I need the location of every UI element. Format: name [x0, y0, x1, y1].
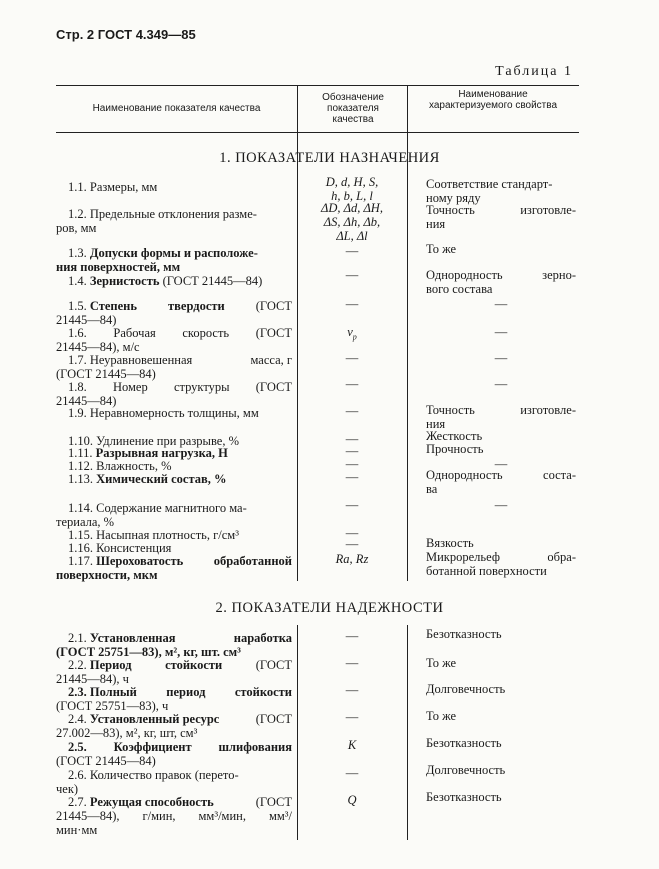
list-item: 1.4. Зернистость (ГОСТ 21445—84): [68, 274, 263, 288]
symbol-cell: Ra, Rz: [335, 552, 369, 566]
symbol-cell: —: [345, 432, 359, 446]
property-cell: Безотказность: [426, 627, 502, 641]
symbol-cell: —: [345, 683, 359, 697]
symbol-cell: —: [345, 268, 359, 282]
column-header-symbol: Обозначение показателя качества: [322, 92, 384, 125]
list-item: 2.3. Полный период стойкости (ГОСТ 25751—83), ч: [56, 685, 292, 713]
property-cell: Безотказность: [426, 790, 502, 804]
list-item: 1.12. Влажность, %: [68, 459, 172, 473]
symbol-cell: —: [345, 404, 359, 418]
section-title-reliability: 2. ПОКАЗАТЕЛИ НАДЕЖНОСТИ: [215, 600, 444, 616]
table-top-rule: [56, 85, 579, 86]
list-item: 1.5. Степень твердости (ГОСТ 21445—84): [56, 299, 292, 327]
list-item: 1.10. Удлинение при разрыве, %: [68, 434, 239, 448]
symbol-cell: —: [345, 297, 359, 311]
symbol-cell: —: [345, 470, 359, 484]
property-cell: —: [494, 351, 508, 365]
list-item: 2.1. Установленная наработка (ГОСТ 25751—83), м², кг, шт. см³: [56, 631, 292, 659]
symbol-cell: D, d, H, S, h, b, L, l: [325, 175, 379, 203]
symbol-cell: —: [345, 656, 359, 670]
property-cell: Соответствие стандарт- ному ряду: [426, 177, 553, 205]
list-item: 2.5. Коэффициент шлифования (ГОСТ 21445—84): [56, 740, 292, 768]
symbol-cell: ΔD, Δd, ΔH, ΔS, Δh, Δb, ΔL, Δl: [321, 201, 383, 243]
list-item: 1.11. Разрывная нагрузка, Н: [68, 446, 228, 460]
list-item: 1.14. Содержание магнитного ма- териала, %: [56, 501, 247, 529]
list-item: 2.6. Количество правок (перето- чек): [56, 768, 239, 796]
column-header-quality: Наименование показателя качества: [92, 103, 261, 114]
symbol-cell: —: [345, 498, 359, 512]
property-cell: —: [494, 498, 508, 512]
list-item: 2.2. Период стойкости (ГОСТ 21445—84), ч: [56, 658, 292, 686]
property-cell: —: [494, 457, 508, 471]
property-cell: То же: [426, 656, 457, 670]
symbol-cell: —: [345, 537, 359, 551]
list-item: 1.15. Насыпная плотность, г/см³: [68, 528, 239, 542]
column-divider-2b: [407, 625, 408, 840]
symbol-cell: —: [345, 244, 359, 258]
symbol-cell: —: [345, 444, 359, 458]
property-cell: Точность изготовле- ния: [426, 403, 576, 431]
list-item: 2.7. Режущая способность (ГОСТ 21445—84), г/мин, мм³/мин, мм³/ мин·мм: [56, 795, 292, 837]
property-cell: Прочность: [426, 442, 484, 456]
page-reference: Стр. 2 ГОСТ 4.349—85: [56, 27, 196, 42]
property-cell: Однородность зерно- вого состава: [426, 268, 576, 296]
table-header-rule: [56, 132, 579, 133]
symbol-cell: —: [345, 377, 359, 391]
property-cell: Долговечность: [426, 763, 506, 777]
table-label: Таблица 1: [495, 64, 573, 79]
list-item: 1.8. Номер структуры (ГОСТ 21445—84): [56, 380, 292, 408]
symbol-cell: —: [345, 629, 359, 643]
property-cell: Долговечность: [426, 682, 506, 696]
symbol-cell: —: [345, 457, 359, 471]
symbol-cell: —: [345, 766, 359, 780]
section-title-purpose: 1. ПОКАЗАТЕЛИ НАЗНАЧЕНИЯ: [219, 150, 440, 166]
property-cell: —: [494, 297, 508, 311]
list-item: 2.4. Установленный ресурс (ГОСТ 27.002—83), м², кг, шт, см³: [56, 712, 292, 740]
property-cell: Микрорельеф обра- ботанной поверхности: [426, 550, 576, 578]
property-cell: Безотказность: [426, 736, 502, 750]
symbol-cell: —: [345, 710, 359, 724]
column-divider-1b: [297, 625, 298, 840]
property-cell: Точность изготовле- ния: [426, 203, 576, 231]
property-cell: —: [494, 377, 508, 391]
list-item: 1.9. Неравномерность толщины, мм: [68, 406, 259, 420]
property-cell: То же: [426, 242, 457, 256]
list-item: 1.17. Шероховатость обработанной поверхности, мкм: [56, 554, 292, 582]
symbol-cell: K: [347, 738, 357, 752]
symbol-cell: $v_р$: [347, 325, 357, 342]
symbol-cell: —: [345, 526, 359, 540]
property-cell: —: [494, 325, 508, 339]
list-item: 1.3. Допуски формы и расположе- ния поверхностей, мм: [56, 246, 258, 274]
column-header-property: Наименование характеризуемого свойства: [428, 89, 558, 111]
property-cell: Вязкость: [426, 536, 474, 550]
list-item: 1.7. Неуравновешенная масса, г (ГОСТ 21445—84): [56, 353, 292, 381]
list-item: 1.13. Химический состав, %: [68, 472, 227, 486]
list-item: 1.6. Рабочая скорость (ГОСТ 21445—84), м/с: [56, 326, 292, 354]
symbol-cell: —: [345, 351, 359, 365]
list-item: 1.1. Размеры, мм: [68, 180, 158, 194]
property-cell: Жесткость: [426, 429, 483, 443]
property-cell: То же: [426, 709, 457, 723]
property-cell: Однородность соста- ва: [426, 468, 576, 496]
list-item: 1.16. Консистенция: [68, 541, 172, 555]
symbol-cell: Q: [347, 793, 357, 807]
list-item: 1.2. Предельные отклонения разме- ров, мм: [56, 207, 257, 235]
